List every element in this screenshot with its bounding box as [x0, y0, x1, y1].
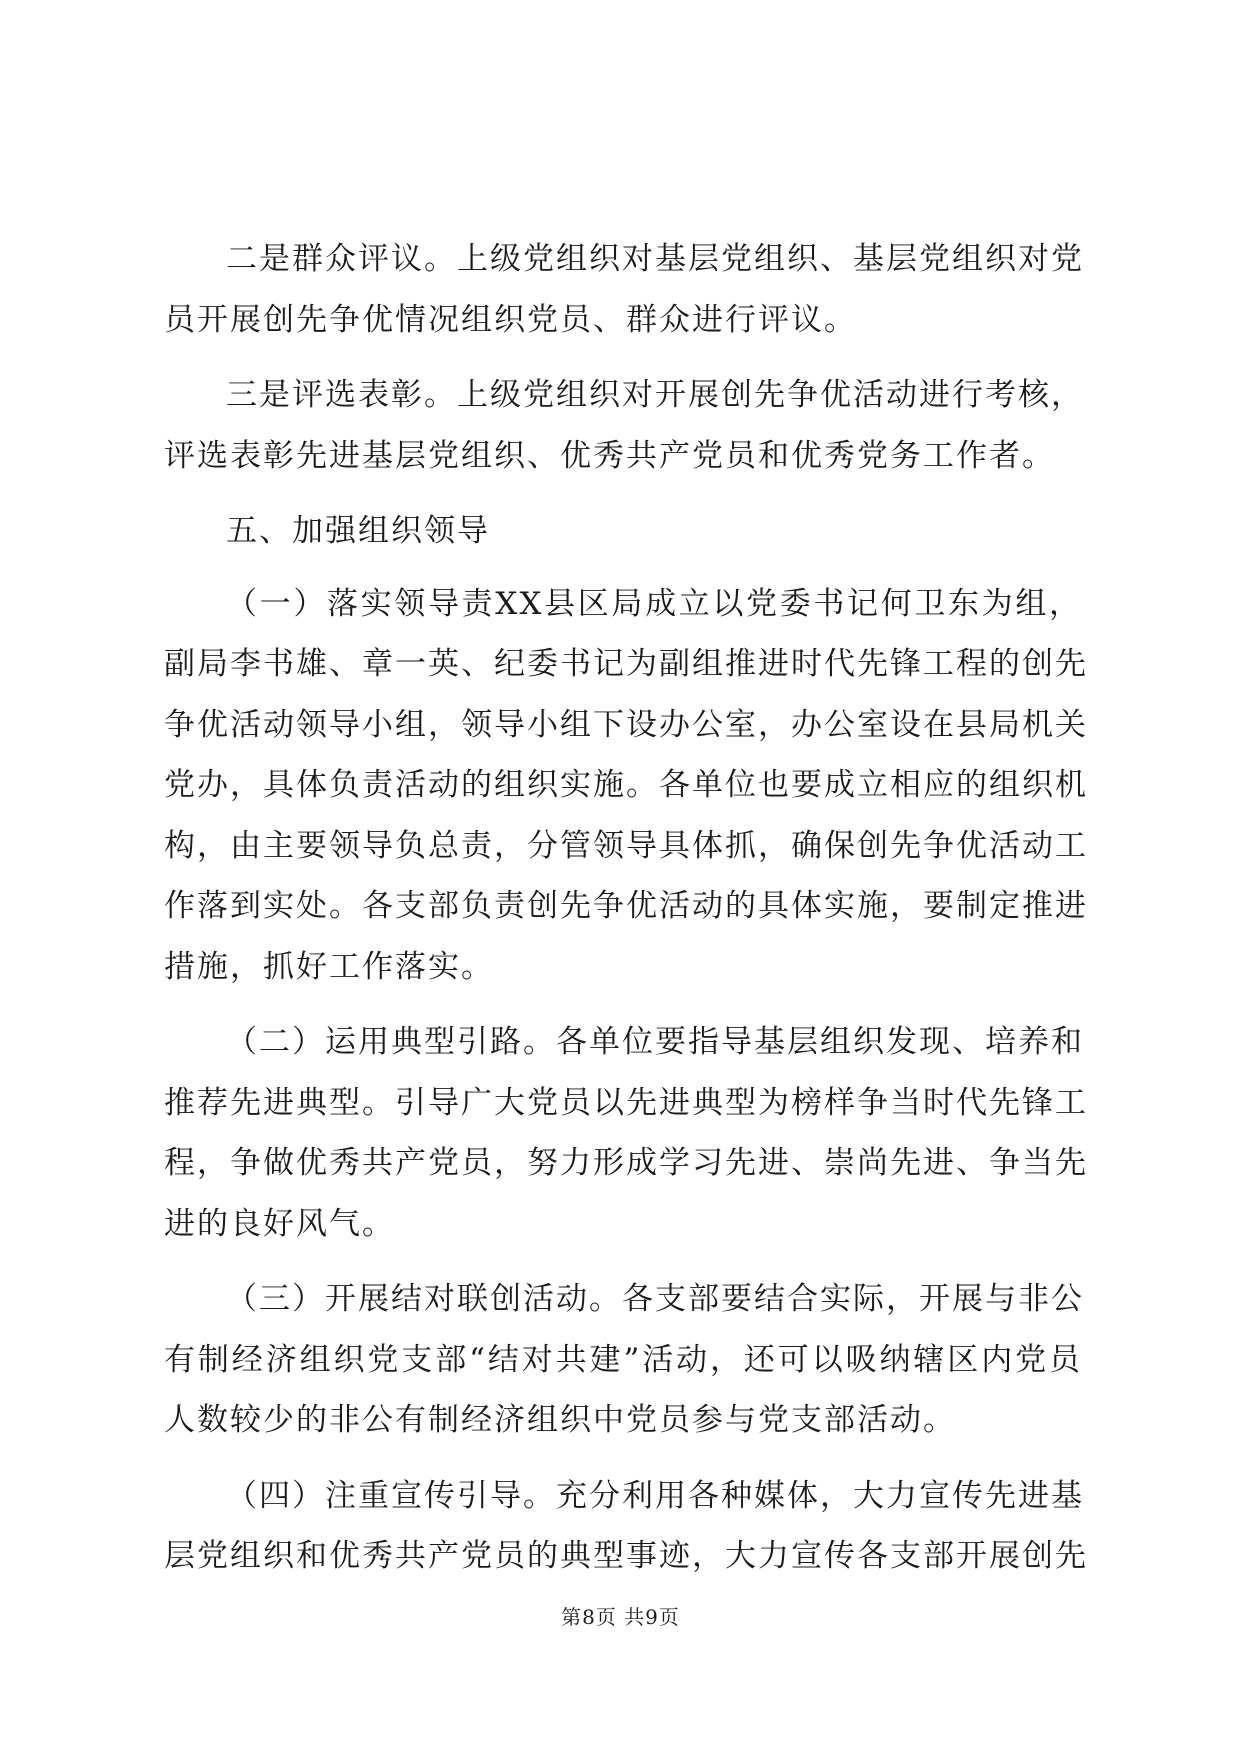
text-line: 二是群众评议。上级党组织对基层党组织、基层党组织对党 [226, 241, 1084, 277]
text-line: 程，争做优秀共产党员，努力形成学习先进、崇尚先进、争当先 [164, 1145, 1088, 1181]
text-line: （一）落实领导责XX县区局成立以党委书记何卫东为组， [226, 585, 1082, 622]
text-line: 人数较少的非公有制经济组织中党员参与党支部活动。 [164, 1402, 956, 1438]
paragraph-selection-commendation [164, 365, 1082, 486]
text-line: 评选表彰先进基层党组织、优秀共产党员和优秀党务工作者。 [164, 437, 1055, 474]
text-line: 三是评选表彰。上级党组织对开展创先争优活动进行考核， [226, 377, 1084, 413]
text-line: 作落到实处。各支部负责创先争优活动的具体实施，要制定推进 [164, 888, 1088, 924]
text-line: 进的良好风气。 [164, 1205, 395, 1242]
text-line: （三）开展结对联创活动。各支部要结合实际，开展与非公 [226, 1281, 1084, 1317]
text-line: 争优活动领导小组，领导小组下设办公室，办公室设在县局机关 [164, 706, 1088, 743]
text-line: 员开展创先争优情况组织党员、群众进行评议。 [164, 301, 857, 338]
text-line: （二）运用典型引路。各单位要指导基层组织发现、培养和 [226, 1024, 1084, 1060]
text-line: （四）注重宣传引导。充分利用各种媒体，大力宣传先进基 [226, 1477, 1084, 1514]
text-line: 措施，抓好工作落实。 [164, 948, 494, 985]
text-line: 层党组织和优秀共产党员的典型事迹，大力宣传各支部开展创先 [164, 1538, 1088, 1574]
text-line: 副局李书雄、章一英、纪委书记为副组推进时代先锋工程的创先 [164, 646, 1088, 682]
text-line: 党办，具体负责活动的组织实施。各单位也要成立相应的组织机 [164, 767, 1088, 803]
text-line: 推荐先进典型。引导广大党员以先进典型为榜样争当时代先锋工 [164, 1084, 1088, 1121]
paragraph-typical-guidance [164, 1012, 1088, 1254]
page-number-footer: 第8页 共9页 [561, 1605, 680, 1629]
paragraph-publicity [164, 1466, 1088, 1587]
section-heading [164, 501, 1082, 562]
paragraph-leadership [164, 574, 1088, 998]
paragraph-paired-activities [164, 1269, 1082, 1451]
text-line: 构，由主要领导负总责，分管领导具体抓，确保创先争优活动工 [164, 827, 1088, 864]
document-body [164, 229, 1088, 1587]
paragraph-mass-review [164, 229, 1082, 350]
text-line: 有制经济组织党支部“结对共建”活动，还可以吸纳辖区内党员 [164, 1341, 1082, 1378]
section-heading-text: 五、加强组织领导 [226, 513, 490, 549]
